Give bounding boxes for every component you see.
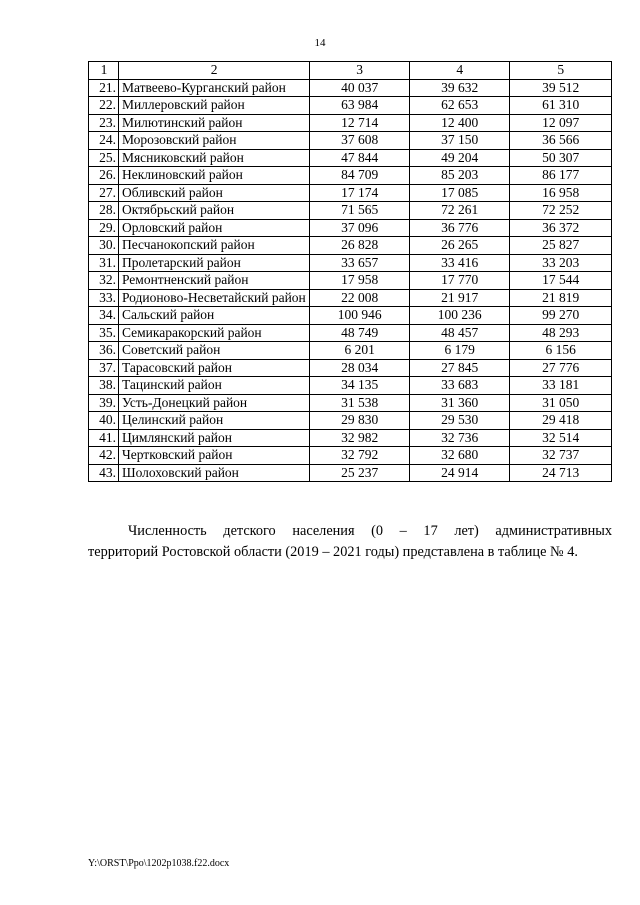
value-col-3-cell: 12 714	[310, 114, 410, 132]
row-number-cell: 41.	[89, 429, 119, 447]
value-col-3-cell: 34 135	[310, 377, 410, 395]
district-name-cell: Родионово-Несветайский район	[118, 289, 309, 307]
value-col-4-cell: 37 150	[409, 132, 510, 150]
value-col-5-cell: 33 181	[510, 377, 612, 395]
value-col-4-cell: 85 203	[409, 167, 510, 185]
district-name-cell: Милютинский район	[118, 114, 309, 132]
value-col-3-cell: 47 844	[310, 149, 410, 167]
table-row	[89, 307, 612, 325]
table-row	[89, 377, 612, 395]
table-row	[89, 132, 612, 150]
value-col-5-cell: 16 958	[510, 184, 612, 202]
value-col-5-cell: 39 512	[510, 79, 612, 97]
district-name-cell: Октябрьский район	[118, 202, 309, 220]
district-name-cell: Пролетарский район	[118, 254, 309, 272]
table-row	[89, 412, 612, 430]
header-cell-4: 4	[409, 62, 510, 80]
value-col-4-cell: 100 236	[409, 307, 510, 325]
value-col-5-cell: 12 097	[510, 114, 612, 132]
value-col-4-cell: 31 360	[409, 394, 510, 412]
footer-file-path: Y:\ORST\Ppo\1202p1038.f22.docx	[88, 858, 230, 869]
header-cell-5: 5	[510, 62, 612, 80]
value-col-3-cell: 28 034	[310, 359, 410, 377]
value-col-5-cell: 32 737	[510, 447, 612, 465]
value-col-5-cell: 86 177	[510, 167, 612, 185]
header-cell-3: 3	[310, 62, 410, 80]
value-col-3-cell: 29 830	[310, 412, 410, 430]
value-col-3-cell: 37 608	[310, 132, 410, 150]
table-row	[89, 219, 612, 237]
paragraph-line-2: территорий Ростовской области (2019 – 2021 годы) представлена в таблице № 4.	[88, 544, 578, 560]
value-col-5-cell: 24 713	[510, 464, 612, 482]
value-col-4-cell: 17 085	[409, 184, 510, 202]
district-name-cell: Усть-Донецкий район	[118, 394, 309, 412]
row-number-cell: 37.	[89, 359, 119, 377]
table-row	[89, 394, 612, 412]
district-name-cell: Сальский район	[118, 307, 309, 325]
value-col-4-cell: 72 261	[409, 202, 510, 220]
value-col-3-cell: 33 657	[310, 254, 410, 272]
paragraph-line-1: Численность детского населения (0 – 17 лет) административных	[128, 523, 612, 539]
table-row	[89, 342, 612, 360]
row-number-cell: 36.	[89, 342, 119, 360]
value-col-5-cell: 61 310	[510, 97, 612, 115]
district-name-cell: Матвеево-Курганский район	[118, 79, 309, 97]
value-col-3-cell: 32 982	[310, 429, 410, 447]
value-col-3-cell: 40 037	[310, 79, 410, 97]
table-row	[89, 114, 612, 132]
table-row	[89, 237, 612, 255]
table-row	[89, 97, 612, 115]
row-number-cell: 27.	[89, 184, 119, 202]
value-col-3-cell: 63 984	[310, 97, 410, 115]
table-row	[89, 167, 612, 185]
value-col-3-cell: 17 174	[310, 184, 410, 202]
row-number-cell: 25.	[89, 149, 119, 167]
value-col-3-cell: 31 538	[310, 394, 410, 412]
value-col-5-cell: 25 827	[510, 237, 612, 255]
table-row	[89, 429, 612, 447]
value-col-5-cell: 36 372	[510, 219, 612, 237]
district-name-cell: Семикаракорский район	[118, 324, 309, 342]
value-col-3-cell: 100 946	[310, 307, 410, 325]
value-col-4-cell: 36 776	[409, 219, 510, 237]
value-col-3-cell: 17 958	[310, 272, 410, 290]
value-col-5-cell: 17 544	[510, 272, 612, 290]
value-col-4-cell: 21 917	[409, 289, 510, 307]
district-name-cell: Морозовский район	[118, 132, 309, 150]
value-col-3-cell: 22 008	[310, 289, 410, 307]
table-row	[89, 359, 612, 377]
row-number-cell: 29.	[89, 219, 119, 237]
body-paragraph	[88, 521, 612, 563]
value-col-5-cell: 36 566	[510, 132, 612, 150]
row-number-cell: 39.	[89, 394, 119, 412]
district-name-cell: Цимлянский район	[118, 429, 309, 447]
population-table	[88, 61, 612, 482]
value-col-3-cell: 48 749	[310, 324, 410, 342]
table-header-row	[89, 62, 612, 80]
row-number-cell: 32.	[89, 272, 119, 290]
row-number-cell: 26.	[89, 167, 119, 185]
value-col-4-cell: 24 914	[409, 464, 510, 482]
value-col-5-cell: 27 776	[510, 359, 612, 377]
table-row	[89, 79, 612, 97]
page-number: 14	[314, 37, 326, 49]
value-col-5-cell: 48 293	[510, 324, 612, 342]
table-row	[89, 272, 612, 290]
header-cell-1: 1	[89, 62, 119, 80]
row-number-cell: 24.	[89, 132, 119, 150]
district-name-cell: Целинский район	[118, 412, 309, 430]
value-col-4-cell: 32 736	[409, 429, 510, 447]
row-number-cell: 38.	[89, 377, 119, 395]
row-number-cell: 31.	[89, 254, 119, 272]
value-col-4-cell: 33 416	[409, 254, 510, 272]
value-col-3-cell: 84 709	[310, 167, 410, 185]
value-col-4-cell: 29 530	[409, 412, 510, 430]
district-name-cell: Тарасовский район	[118, 359, 309, 377]
table-row	[89, 149, 612, 167]
district-name-cell: Чертковский район	[118, 447, 309, 465]
value-col-3-cell: 26 828	[310, 237, 410, 255]
value-col-4-cell: 32 680	[409, 447, 510, 465]
row-number-cell: 33.	[89, 289, 119, 307]
row-number-cell: 35.	[89, 324, 119, 342]
value-col-4-cell: 33 683	[409, 377, 510, 395]
value-col-4-cell: 17 770	[409, 272, 510, 290]
district-name-cell: Песчанокопский район	[118, 237, 309, 255]
row-number-cell: 42.	[89, 447, 119, 465]
value-col-4-cell: 27 845	[409, 359, 510, 377]
value-col-4-cell: 39 632	[409, 79, 510, 97]
value-col-5-cell: 32 514	[510, 429, 612, 447]
header-cell-2: 2	[118, 62, 309, 80]
table-row	[89, 324, 612, 342]
value-col-5-cell: 29 418	[510, 412, 612, 430]
row-number-cell: 34.	[89, 307, 119, 325]
row-number-cell: 22.	[89, 97, 119, 115]
district-name-cell: Тацинский район	[118, 377, 309, 395]
value-col-3-cell: 32 792	[310, 447, 410, 465]
value-col-3-cell: 6 201	[310, 342, 410, 360]
value-col-5-cell: 21 819	[510, 289, 612, 307]
row-number-cell: 23.	[89, 114, 119, 132]
district-name-cell: Неклиновский район	[118, 167, 309, 185]
value-col-4-cell: 62 653	[409, 97, 510, 115]
table-row	[89, 202, 612, 220]
table-row	[89, 254, 612, 272]
value-col-4-cell: 49 204	[409, 149, 510, 167]
value-col-4-cell: 48 457	[409, 324, 510, 342]
district-name-cell: Шолоховский район	[118, 464, 309, 482]
value-col-5-cell: 31 050	[510, 394, 612, 412]
value-col-3-cell: 25 237	[310, 464, 410, 482]
row-number-cell: 43.	[89, 464, 119, 482]
row-number-cell: 40.	[89, 412, 119, 430]
district-name-cell: Ремонтненский район	[118, 272, 309, 290]
value-col-5-cell: 6 156	[510, 342, 612, 360]
district-name-cell: Советский район	[118, 342, 309, 360]
row-number-cell: 21.	[89, 79, 119, 97]
value-col-3-cell: 71 565	[310, 202, 410, 220]
value-col-5-cell: 50 307	[510, 149, 612, 167]
value-col-5-cell: 33 203	[510, 254, 612, 272]
value-col-4-cell: 26 265	[409, 237, 510, 255]
district-name-cell: Миллеровский район	[118, 97, 309, 115]
table-row	[89, 464, 612, 482]
value-col-5-cell: 99 270	[510, 307, 612, 325]
district-name-cell: Орловский район	[118, 219, 309, 237]
row-number-cell: 30.	[89, 237, 119, 255]
table-row	[89, 184, 612, 202]
table-row	[89, 447, 612, 465]
table-row	[89, 289, 612, 307]
district-name-cell: Обливский район	[118, 184, 309, 202]
value-col-4-cell: 12 400	[409, 114, 510, 132]
row-number-cell: 28.	[89, 202, 119, 220]
district-name-cell: Мясниковский район	[118, 149, 309, 167]
value-col-3-cell: 37 096	[310, 219, 410, 237]
value-col-4-cell: 6 179	[409, 342, 510, 360]
value-col-5-cell: 72 252	[510, 202, 612, 220]
